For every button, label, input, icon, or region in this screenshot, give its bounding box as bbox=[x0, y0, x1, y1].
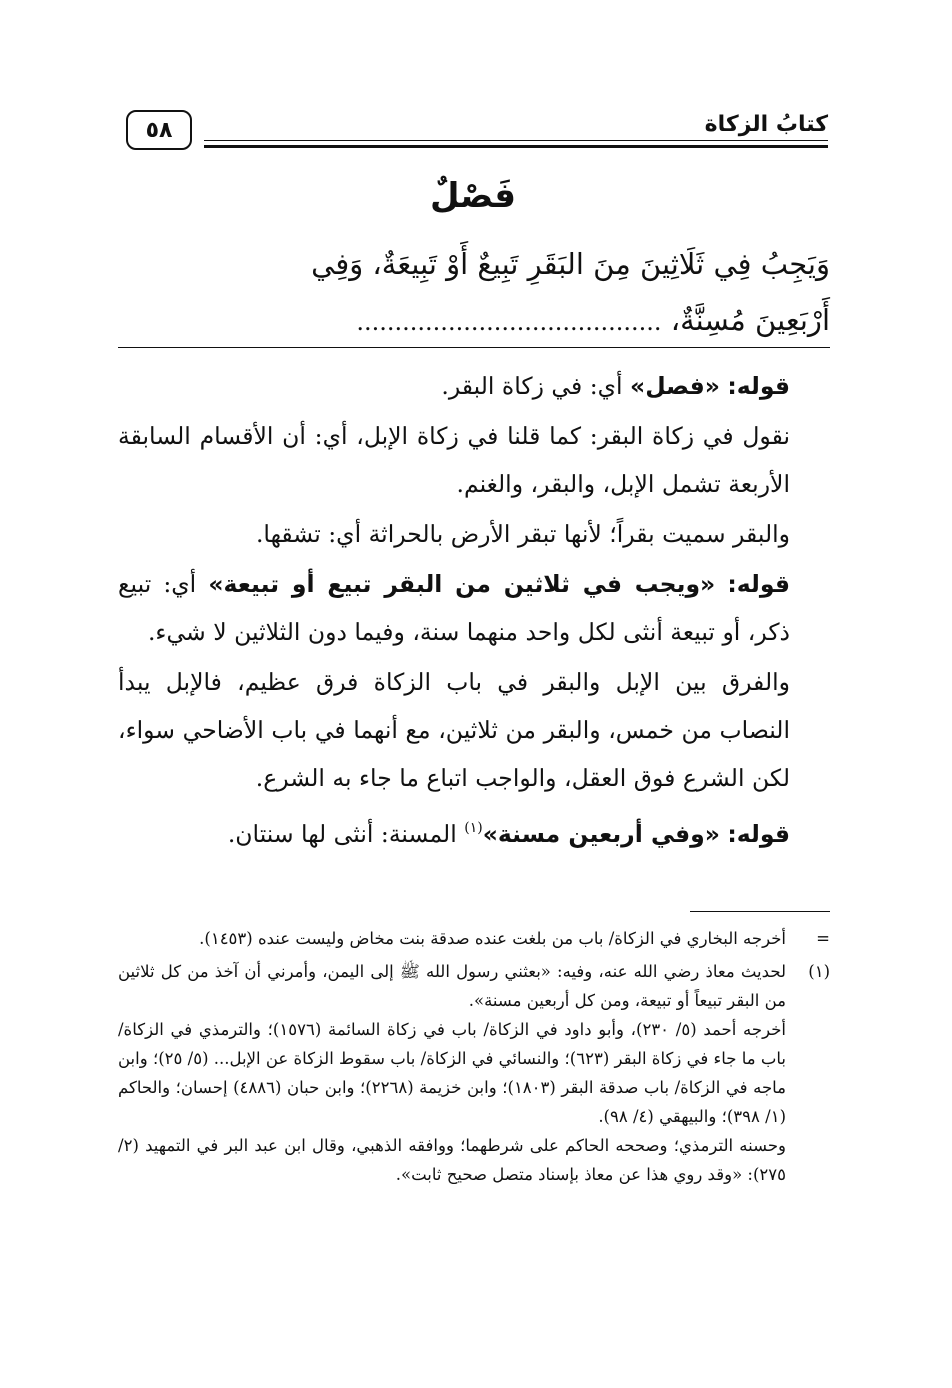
matn-quote: «وفي أربعين مسنة» bbox=[482, 820, 720, 848]
matn-line-2 bbox=[118, 292, 830, 350]
footnote-paragraph: أخرجه أحمد (٥/ ٢٣٠)، وأبو داود في الزكاة/ باب في زكاة السائمة (١٥٧٦)؛ والترمذي في الزكاة/ باب ما جاء في زكاة البقر (٦٢٣)؛ والنسائي في الزكاة/ باب سقوط الزكاة عن الإبل... (٥/ ٢٥)؛ وابن ماجه في الزكاة/ باب صدقة البقر (١٨٠٣)؛ وابن خزيمة (٢٢٦٨)؛ وابن حبان (٤٨٨٦) إحسان؛ والحاكم (١/ ٣٩٨)؛ والبيهقي (٤/ ٩٨). bbox=[118, 1020, 787, 1126]
qawl-label: قوله: bbox=[727, 820, 790, 848]
matn-quote: «ويجب في ثلاثين من البقر تبيع أو تبيعة» bbox=[208, 570, 716, 598]
commentary-text: المسنة: أنثى لها سنتان. bbox=[227, 820, 465, 848]
footnote-paragraph: وحسنه الترمذي؛ وصححه الحاكم على شرطهما؛ ووافقه الذهبي، وقال ابن عبد البر في التمهيد (٢/ ٢٧٥): «وقد روي هذا عن معاذ بإسناد متصل صحيح ثابت». bbox=[118, 1136, 786, 1184]
qawl-label: قوله: bbox=[727, 372, 790, 400]
footnotes bbox=[118, 924, 830, 1193]
footnote-marker: (١) bbox=[808, 962, 830, 981]
matn-line-1: وَيَجِبُ فِي ثَلَاثِينَ مِنَ البَقَرِ تَبِيعٌ أَوْ تَبِيعَةٌ، وَفِي bbox=[311, 247, 830, 281]
header-rule-thick bbox=[204, 145, 828, 148]
matn-line-2-text: أَرْبَعِينَ مُسِنَّةٌ، bbox=[670, 303, 830, 337]
footnote-paragraph: لحديث معاذ رضي الله عنه، وفيه: «بعثني رسول الله ﷺ إلى اليمن، وأمرني أن آخذ من كل ثلاثين من البقر تبيعاً أو تبيعة، ومن كل أربعين مسنة». bbox=[118, 962, 786, 1010]
commentary-paragraph bbox=[118, 804, 830, 858]
commentary-paragraph: نقول في زكاة البقر: كما قلنا في زكاة الإبل، أي: أن الأقسام السابقة الأربعة تشمل الإبل، والبقر، والغنم. bbox=[118, 422, 790, 498]
section-title: فَصْلٌ bbox=[429, 176, 517, 216]
matn-text bbox=[118, 236, 830, 350]
footnote-marker: = bbox=[816, 929, 830, 948]
footnote-item bbox=[118, 924, 830, 953]
page-header bbox=[118, 108, 828, 152]
commentary-paragraph: والفرق بين الإبل والبقر في باب الزكاة فرق عظيم، فالإبل يبدأ النصاب من خمس، والبقر من ثلاثين، مع أنهما في باب الأضاحي سواء، لكن الشرع فوق العقل، والواجب اتباع ما جاء به الشرع. bbox=[118, 668, 790, 792]
qawl-label: قوله: bbox=[727, 570, 790, 598]
commentary bbox=[118, 362, 830, 858]
commentary-paragraph: والبقر سميت بقراً؛ لأنها تبقر الأرض بالحراثة أي: تشقها. bbox=[255, 520, 790, 548]
matn-divider bbox=[118, 347, 830, 348]
commentary-text: أي: تبيع ذكر، أو تبيعة أنثى لكل واحد منهما سنة، وفيما دون الثلاثين لا شيء. bbox=[118, 570, 790, 646]
commentary-paragraph bbox=[118, 560, 830, 656]
footnote-paragraph: أخرجه البخاري في الزكاة/ باب من بلغت عنده صدقة بنت مخاض وليست عنده (١٤٥٣). bbox=[199, 929, 786, 948]
matn-dots: ........................................ bbox=[356, 308, 662, 336]
footnote-body bbox=[118, 957, 786, 1189]
commentary-text: أي: في زكاة البقر. bbox=[441, 372, 631, 400]
footnote-body bbox=[118, 924, 786, 953]
header-rule bbox=[204, 140, 828, 141]
page-number: ٥٨ bbox=[126, 110, 192, 150]
book-title: كتابُ الزكاة bbox=[704, 112, 828, 137]
footnote-reference[interactable]: (١) bbox=[464, 820, 483, 836]
footnote-divider bbox=[690, 911, 830, 912]
commentary-paragraph bbox=[118, 362, 830, 410]
matn-quote: «فصل» bbox=[630, 372, 720, 400]
footnote-item bbox=[118, 957, 830, 1189]
